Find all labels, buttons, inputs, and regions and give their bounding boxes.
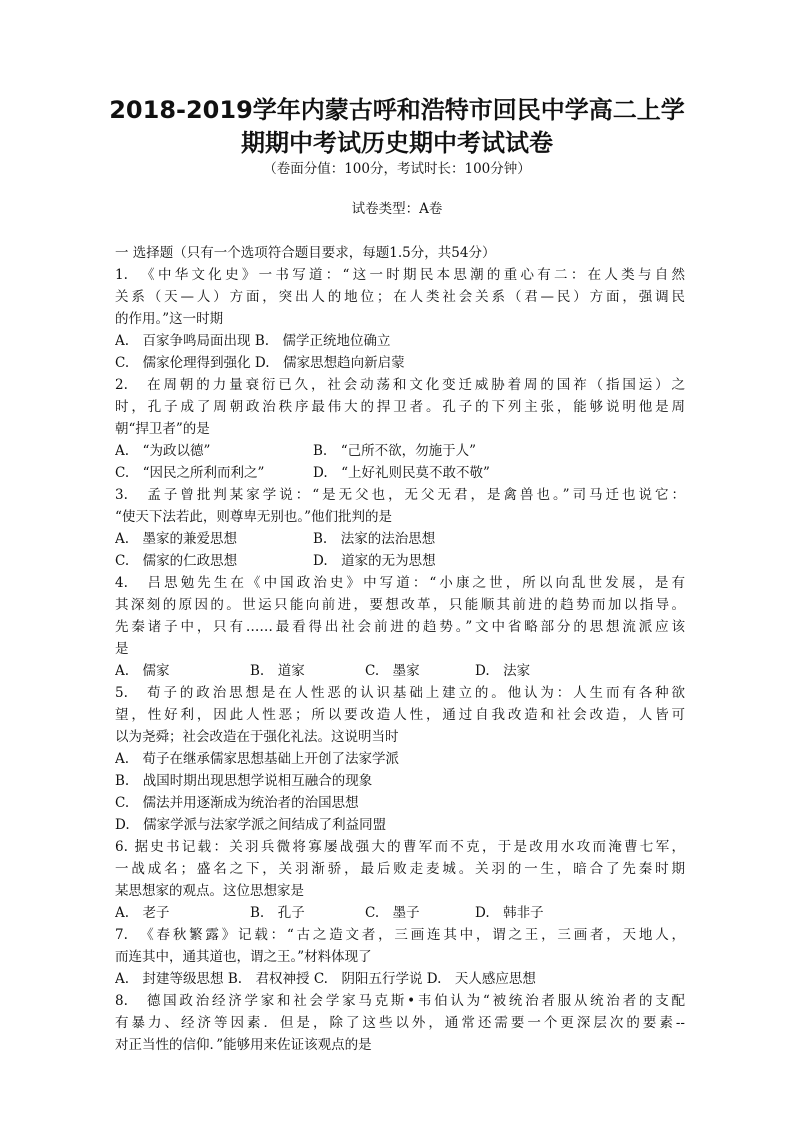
question-text-line: “使天下法若此，则尊卑无别也。”他们批判的是 [115,509,393,525]
option-text: B. 孔子 [250,905,305,921]
option-text: A. 老子 [115,905,170,921]
option-text: A. “为政以德” [115,443,211,459]
question-text-line: 先秦诸子中，只有……最看得出社会前进的趋势。”文中省略部分的思想流派应该 [115,619,685,635]
question-text-line: 其深刻的原因的。世运只能向前进，要想改革，只能顺其前进的趋势而加以指导。 [115,597,685,613]
options-row [115,330,685,352]
option-text: C. 墨子 [365,905,420,921]
paper-type: 试卷类型：A卷 [351,201,443,217]
question-text-line: 有暴力、经济等因素．但是，除了这些以外，通常还需要一个更深层次的要素-- [115,1015,685,1031]
options-row [115,814,685,836]
question-text-line: 一战成名；盛名之下，关羽渐骄，最后败走麦城。关羽的一生，暗合了先秦时期 [115,861,685,877]
exam-subtitle: （卷面分值：100分，考试时长：100分钟） [263,161,531,177]
question-text-line: 6. 据史书记载：关羽兵微将寡屡战强大的曹军而不克，于是改用水攻而淹曹七军， [115,839,685,855]
question-1 [115,264,685,374]
question-text-line: 以为尧舜；社会改造在于强化礼法。这说明当时 [115,729,399,745]
options-row [115,748,685,770]
exam-body [115,242,685,1056]
option-text: A. 百家争鸣局面出现 B. 儒学正统地位确立 [115,333,391,349]
option-text: C. 儒家的仁政思想 [115,553,238,569]
question-text-line: 是 [115,641,129,657]
question-3 [115,484,685,572]
option-text: D. 道家的无为思想 [313,553,436,569]
option-text: B. 战国时期出现思想学说相互融合的现象 [115,773,373,789]
option-text: A. 墨家的兼爱思想 [115,531,238,547]
option-text: B. 道家 [250,663,305,679]
question-7 [115,924,685,990]
section-heading: 一 选择题（只有一个选项符合题目要求，每题1.5分，共54分） [115,245,496,261]
exam-title-line2: 期期中考试历史期中考试试卷 [241,129,553,157]
question-text-line: 1. 《中华文化史》一书写道：“这一时期民本思潮的重心有二：在人类与自然 [115,267,685,283]
option-text: D. “上好礼则民莫不敢不敬” [313,465,490,481]
option-text: D. 法家 [475,663,531,679]
options-row [115,550,685,572]
question-text-line: 7. 《春秋繁露》记载：“古之造文者，三画连其中，谓之王，三画者，天地人， [115,927,685,943]
question-2 [115,374,685,484]
options-row [115,352,685,374]
question-text-line: 望，性好利，因此人性恶；所以要改造人性，通过自我改造和社会改造，人皆可 [115,707,685,723]
question-text-line: 而连其中，通其道也，谓之王。”材料体现了 [115,949,372,965]
option-text: A. 封建等级思想 B. 君权神授 C. 阴阳五行学说 D. 天人感应思想 [115,971,536,987]
options-row [115,770,685,792]
question-text-line: 3. 孟子曾批判某家学说：“是无父也，无父无君，是禽兽也。”司马迁也说它： [115,487,685,503]
question-8 [115,990,685,1056]
options-row [115,440,685,462]
options-row [115,968,685,990]
options-row [115,902,685,924]
options-row [115,792,685,814]
question-5 [115,682,685,836]
option-text: A. 荀子在继承儒家思想基础上开创了法家学派 [115,751,400,767]
question-text-line: 对正当性的信仰．”能够用来佐证该观点的是 [115,1037,372,1053]
question-text-line: 的作用。”这一时期 [115,311,224,327]
option-text: C. 儒家伦理得到强化 D. 儒家思想趋向新启蒙 [115,355,405,371]
option-text: D. 韩非子 [475,905,544,921]
question-text-line: 4. 吕思勉先生在《中国政治史》中写道：“小康之世，所以向乱世发展，是有 [115,575,685,591]
option-text: D. 儒家学派与法家学派之间结成了利益同盟 [115,817,387,833]
question-text-line: 关系（天—人）方面，突出人的地位；在人类社会关系（君—民）方面，强调民 [115,289,685,305]
question-text-line: 时，孔子成了周朝政治秩序最伟大的捍卫者。孔子的下列主张，能够说明他是周 [115,399,685,415]
question-4 [115,572,685,682]
exam-title-line1: 2018-2019学年内蒙古呼和浩特市回民中学高二上学 [109,96,685,124]
question-text-line: 2. 在周朝的力量衰衍已久，社会动荡和文化变迁威胁着周的国祚（指国运）之 [115,377,685,393]
option-text: C. “因民之所利而利之” [115,465,265,481]
options-row [115,660,685,682]
option-text: C. 儒法并用逐渐成为统治者的治国思想 [115,795,359,811]
question-text-line: 朝“捍卫者”的是 [115,421,210,437]
option-text: B. “己所不欲，勿施于人” [313,443,477,459]
question-text-line: 某思想家的观点。这位思想家是 [115,883,304,899]
option-text: B. 法家的法治思想 [313,531,436,547]
options-row [115,462,685,484]
question-text-line: 8. 德国政治经济学家和社会学家马克斯•韦伯认为“被统治者服从统治者的支配 [115,993,685,1009]
question-text-line: 5. 荀子的政治思想是在人性恶的认识基础上建立的。他认为：人生而有各种欲 [115,685,685,701]
options-row [115,528,685,550]
option-text: A. 儒家 [115,663,170,679]
option-text: C. 墨家 [365,663,420,679]
question-6 [115,836,685,924]
